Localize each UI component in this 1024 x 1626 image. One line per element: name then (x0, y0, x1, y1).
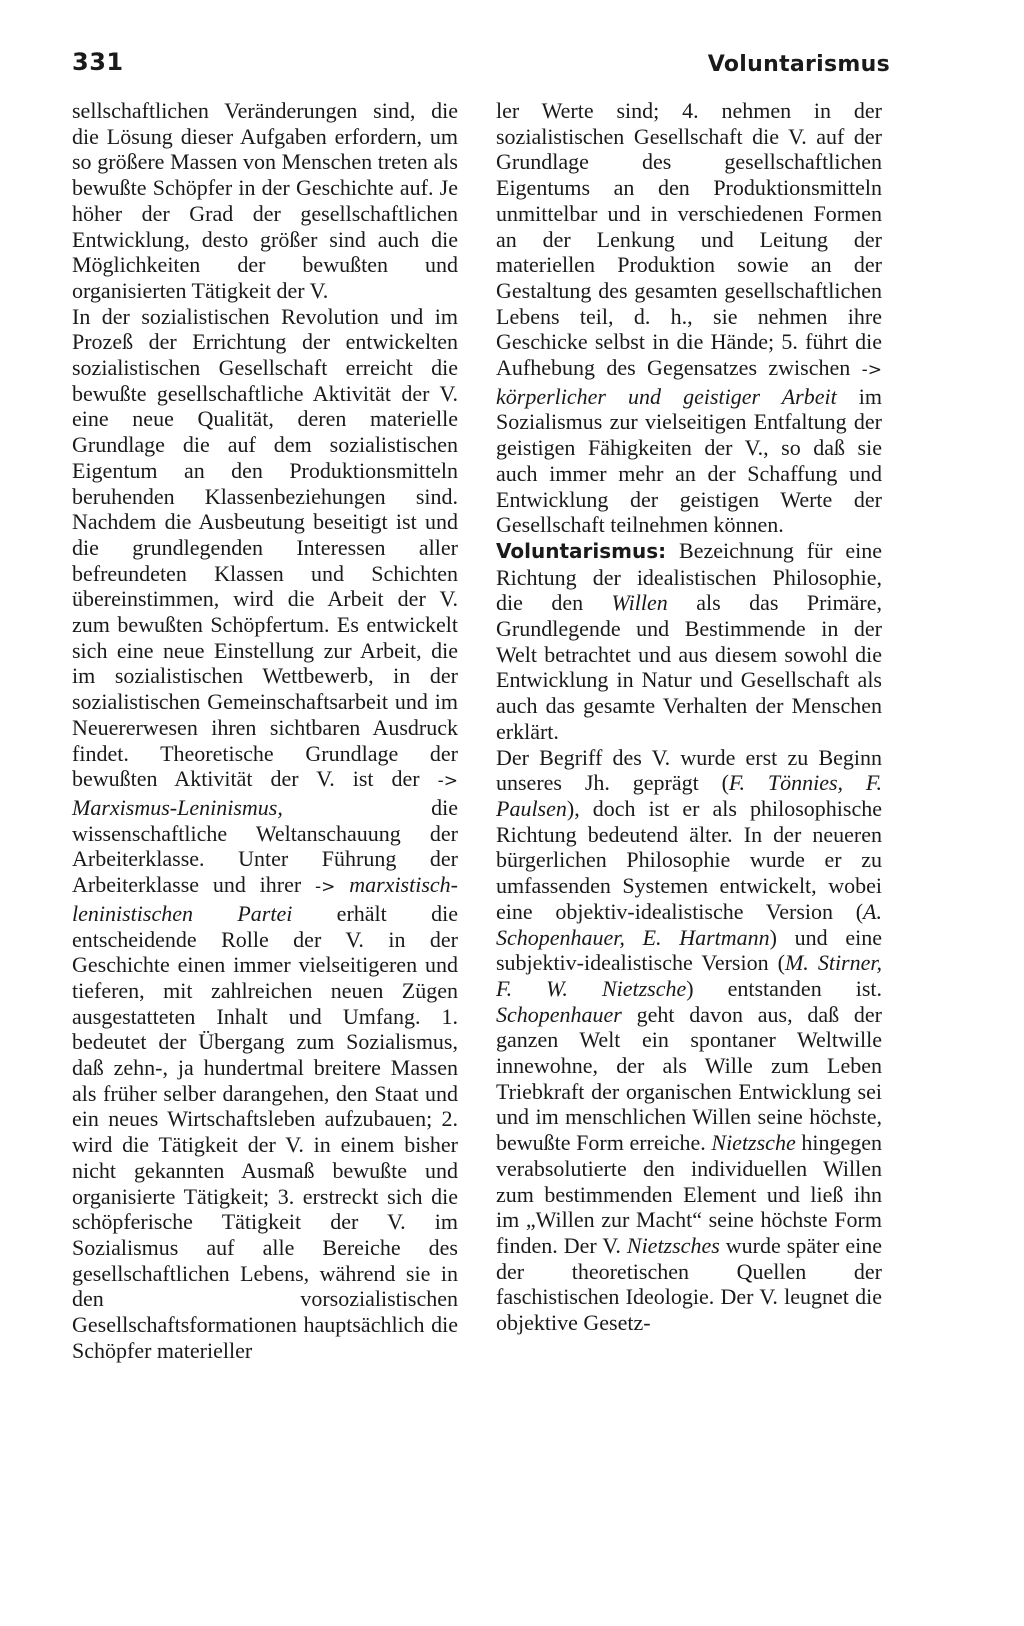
text-run: erhält die entscheidende Rolle der V. in der Geschichte einen immer vielseitigeren und tieferen, mit zahlreichen neuen Zügen ausgestatteten Inhalt und Umfang. 1. bedeutet der Übergang zum Sozialismus, daß zehn-, ja hundertmal breitere Massen als früher selber darangehen, den Staat und ein neues Wirtschaftsleben aufzubauen; 2. wird die Tätigkeit der V. in einem bisher nicht gekannten Ausmaß bewußte und organisierte Tätigkeit; 3. erstreckt sich die schöpferische Tätigkeit der V. im Sozialismus auf alle Bereiche des gesellschaftlichen Lebens, während sie in den vorsozialistischen Gesellschaftsformationen hauptsächlich die Schöpfer materieller (72, 900, 458, 1363)
emphasis: Willen (611, 590, 668, 616)
text-run: ) und eine subjektiv-idealistische Version ( (496, 924, 882, 976)
right-column (496, 98, 882, 1336)
text-run: die wissenschaftliche Weltanschauung der Arbeiterklasse. Unter Führung der Arbeiterklasse und ihrer (72, 794, 458, 898)
left-column (72, 98, 458, 1363)
person-name: A. Schopenhauer, E. Hartmann (496, 898, 882, 950)
dictionary-entry (496, 538, 882, 745)
text-run: ler Werte sind; 4. nehmen in der sozialistischen Gesellschaft die V. auf der Grundlage des gesellschaftlichen Eigentums an den Produktionsmitteln unmittelbar und in verschiedenen Formen an der Lenkung und Leitung der materiellen Produktion sowie an der Gestaltung des gesamten gesellschaftlichen Lebens teil, d. h., sie nehmen ihre Geschicke selbst in die Hände; 5. führt die Aufhebung des Gegensatzes zwischen (496, 98, 882, 381)
person-name: Schopenhauer (496, 1001, 622, 1027)
text-run: wurde später eine der theoretischen Quellen der faschistischen Ideologie. Der V. leugnet die objektive Gesetz- (496, 1232, 882, 1336)
cross-reference-link[interactable]: Marxismus-Leninismus, (72, 794, 283, 820)
running-head: Voluntarismus (707, 52, 890, 77)
text-run: als das Primäre, Grundlegende und Bestimmende in der Welt betrachtet und aus diesem sowohl die Entwicklung in Natur und Gesellschaft als auch das gesamte Verhalten der Menschen erklärt. (496, 590, 882, 744)
paragraph (72, 98, 458, 304)
text-run: im Sozialismus zur vielseitigen Entfaltung der geistigen Fähigkeiten der V., so daß sie auch immer mehr an der Schaffung und Entwicklung der geistigen Werte der Gesellschaft teilnehmen können. (496, 383, 882, 538)
cross-reference-arrow-icon: -> (861, 360, 882, 381)
person-name: Nietzsche (711, 1130, 796, 1156)
cross-reference-arrow-icon: -> (437, 771, 459, 792)
cross-reference-arrow-icon: -> (315, 877, 336, 898)
entry-headword: Voluntarismus: (496, 538, 667, 563)
person-name: F. Tönnies, F. Paulsen (496, 770, 882, 821)
cross-reference-link[interactable]: marxistisch-leninistischen Partei (72, 872, 458, 926)
paragraph (496, 98, 882, 538)
person-name: Nietzsches (626, 1232, 720, 1258)
paragraph (496, 745, 882, 1336)
cross-reference-link[interactable]: körperlicher und geistiger Arbeit (496, 383, 837, 409)
text-run: geht davon aus, daß der ganzen Welt ein spontaner Weltwille innewohne, der als Wille zum Leben Triebkraft der organischen Entwicklung sei und im menschlichen Willen seine höchste, bewußte Form erreiche. (496, 1001, 882, 1156)
text-run: Der Begriff des V. wurde erst zu Beginn unseres Jh. geprägt ( (496, 744, 882, 796)
text-run: Bezeichnung für eine Richtung der idealistischen Philosophie, die den (496, 537, 882, 616)
page-number: 331 (72, 48, 124, 76)
paragraph (72, 304, 458, 1364)
person-name: M. Stirner, F. W. Nietzsche (496, 950, 883, 1001)
text-run: In der sozialistischen Revolution und im Prozeß der Errichtung der entwickelten sozialistischen Gesellschaft erreicht die bewußte gesellschaftliche Aktivität der V. eine neue Qualität, deren materielle Grundlage die auf dem sozialistischen Eigentum an den Produktionsmitteln beruhenden Klassenbeziehungen sind. Nachdem die Ausbeutung beseitigt ist und die grundlegenden Interessen aller befreundeten Klassen und Schichten übereinstimmen, wird die Arbeit der V. zum bewußten Schöpfertum. Es entwickelt sich eine neue Einstellung zur Arbeit, die im sozialistischen Wettbewerb, in der sozialistischen Gemeinschaftsarbeit und im Neuererwesen ihren sichtbaren Ausdruck findet. Theoretische Grundlage der bewußten Aktivität der V. ist der (72, 303, 458, 792)
text-run: ), doch ist er als philosophische Richtung bedeutend älter. In der neueren bürgerlichen Philosophie wurde er zu umfassenden Systemen entwickelt, wobei eine objektiv-idealistische Version ( (496, 795, 882, 924)
text-run: sellschaftlichen Veränderungen sind, die die Lösung dieser Aufgaben erfordern, um so größere Massen von Menschen treten als bewußte Schöpfer in der Geschichte auf. Je höher der Grad der gesellschaftlichen Entwicklung, desto größer sind auch die Möglichkeiten der bewußten und organisierten Tätigkeit der V. (72, 98, 458, 303)
text-run: ) entstanden ist. (686, 975, 882, 1001)
text-run: hingegen verabsolutierte den individuellen Willen zum bestimmenden Element und ließ ihn im „Willen zur Macht“ seine höchste Form finden. Der V. (496, 1130, 882, 1258)
